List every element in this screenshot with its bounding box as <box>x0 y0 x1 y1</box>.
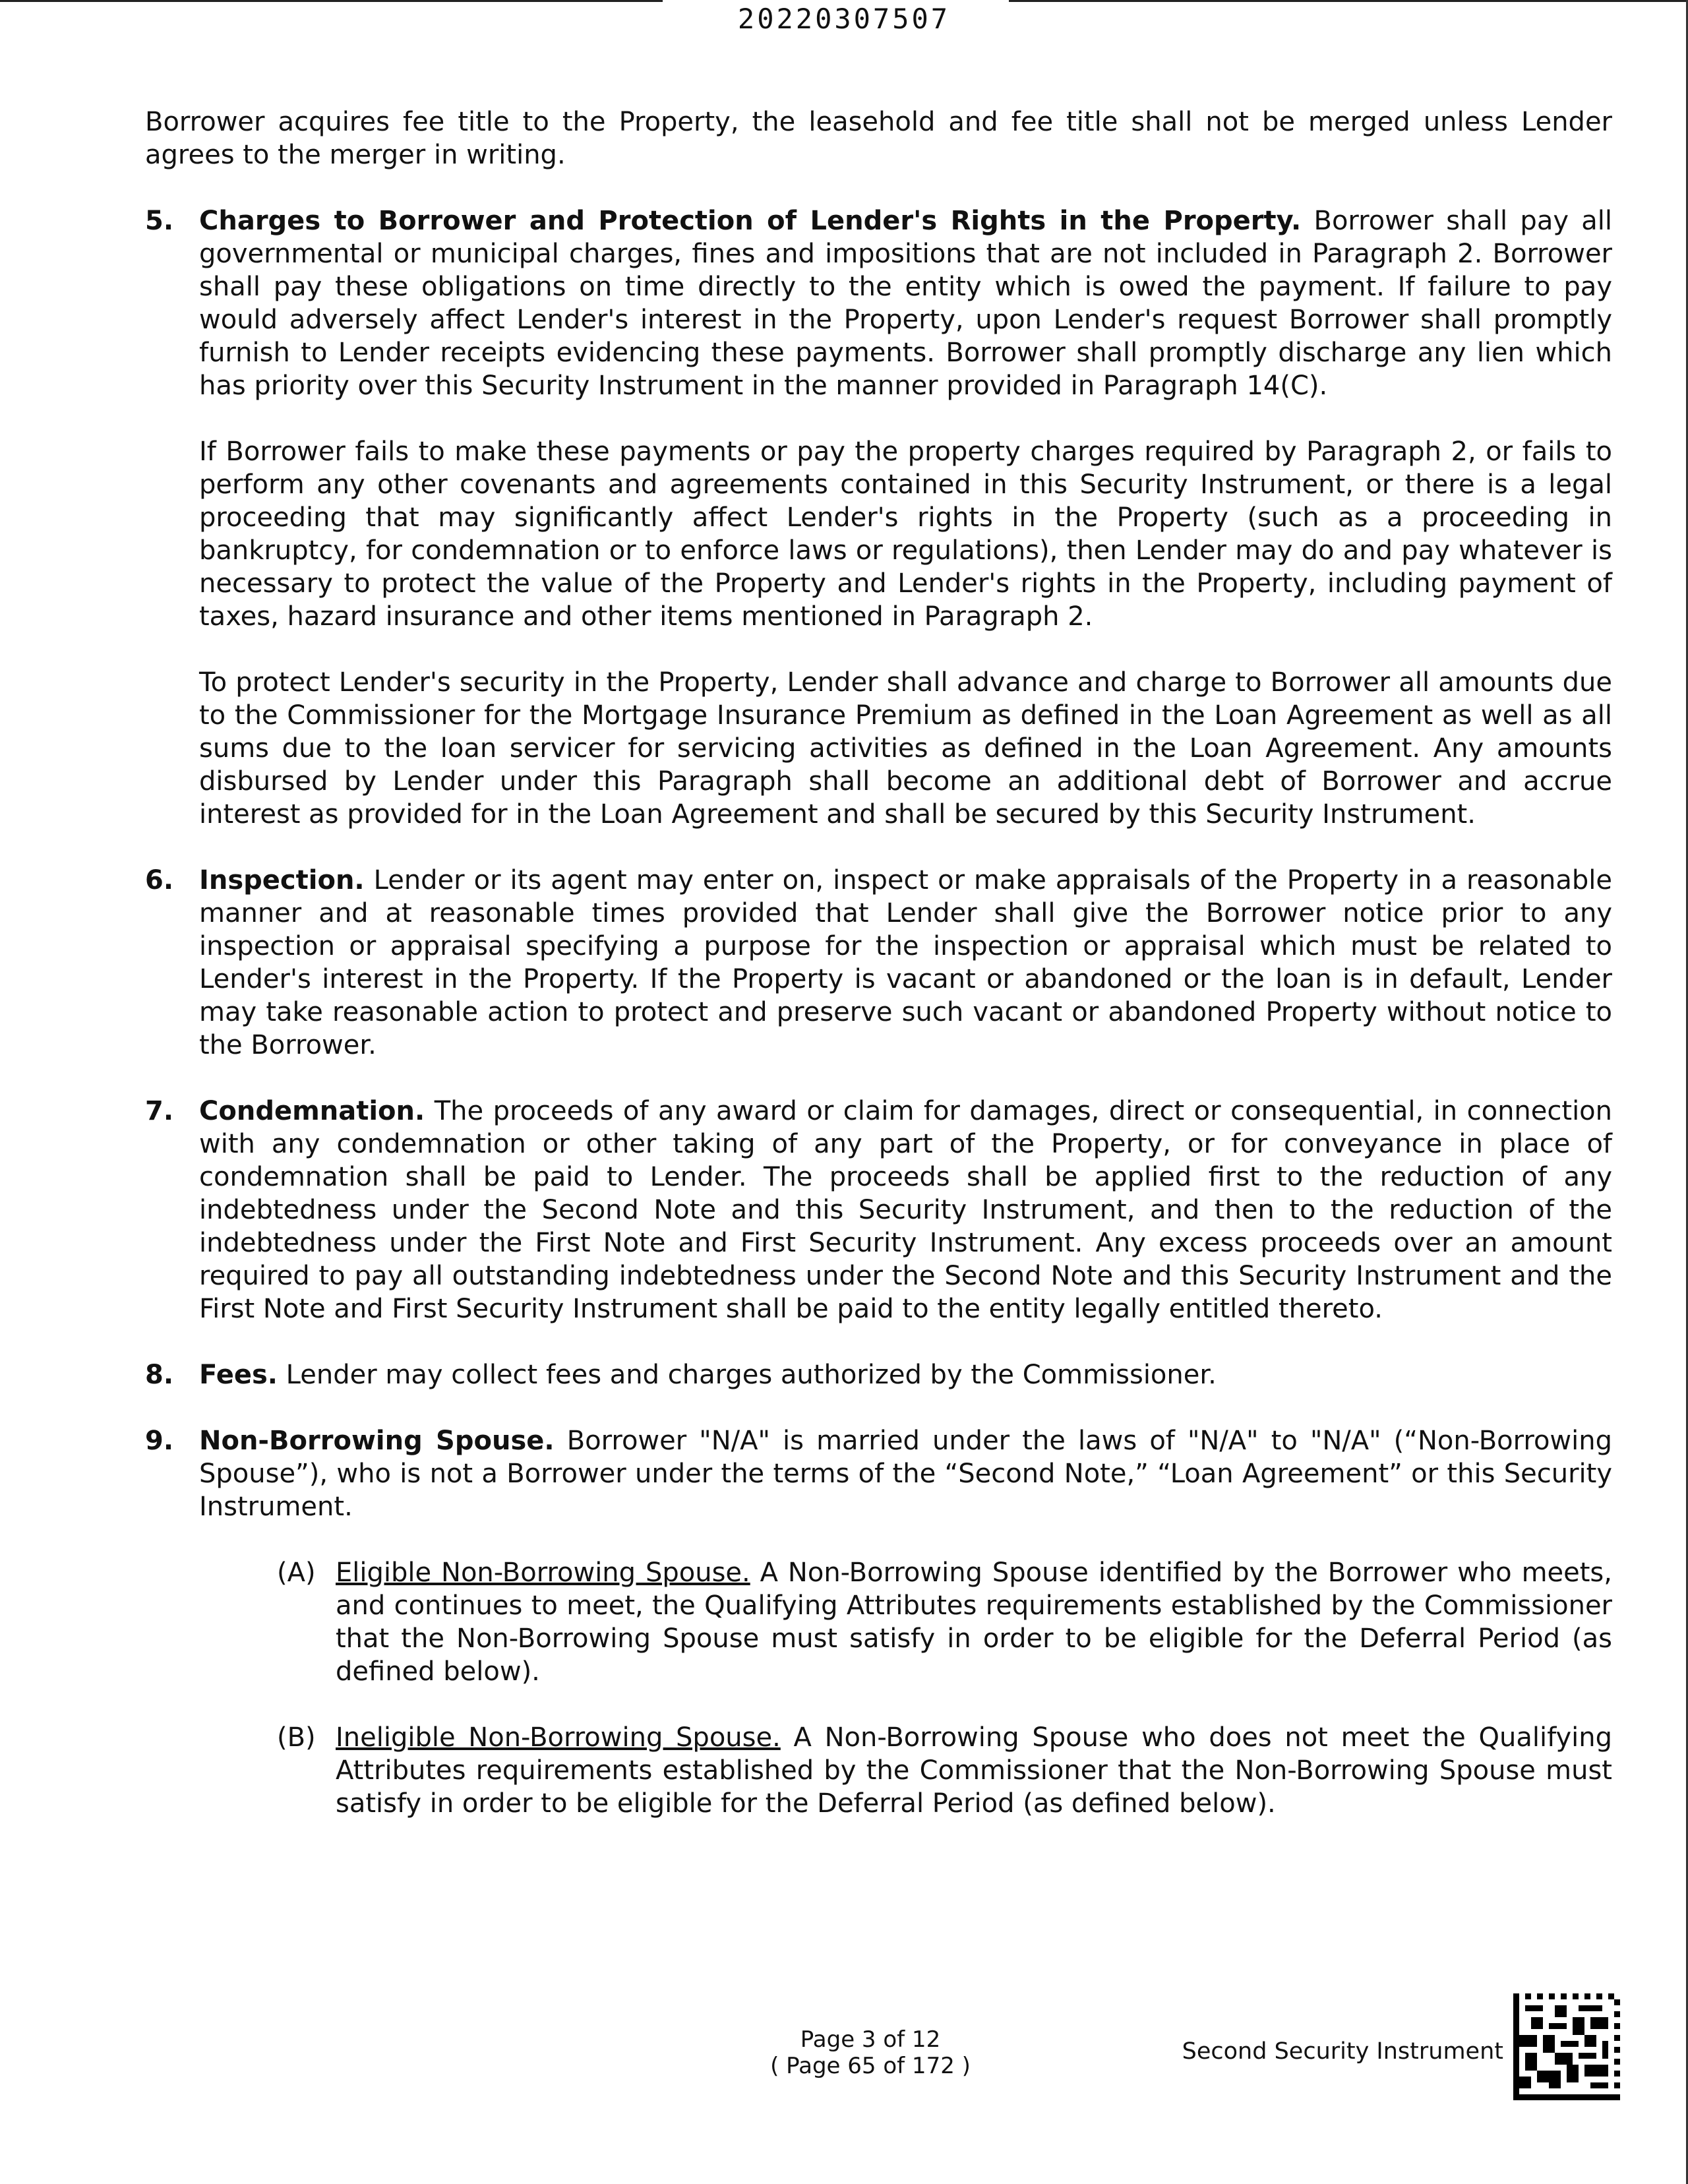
section-text: Lender may collect fees and charges authorized by the Commissioner. <box>277 1360 1217 1390</box>
section-number: 7. <box>145 1096 174 1126</box>
subsection-title: Ineligible Non-Borrowing Spouse. <box>336 1722 781 1753</box>
subsection-paragraph <box>336 1556 1612 1688</box>
top-rule-right <box>1009 0 1688 2</box>
footer-document-title: Second Security Instrument <box>1182 2038 1503 2065</box>
subsection-text: A Non-Borrowing Spouse identified by the Borrower who meets, and continues to meet, the Qualifying Attributes requirements established by the Commissioner that the Non-Borrowing Spouse must satisfy in order to be eligible for the Deferral Period (as defined below). <box>336 1558 1612 1687</box>
section-number: 9. <box>145 1426 174 1456</box>
section-paragraph <box>199 204 1612 402</box>
section-7 <box>145 1095 1612 1325</box>
section-text: Borrower "N/A" is married under the laws of "N/A" to "N/A" (“Non-Borrowing Spouse”), who is not a Borrower under the terms of the “Second Note,” “Loan Agreement” or this Security Instrument. <box>199 1426 1613 1522</box>
section-5 <box>145 204 1612 831</box>
section-number: 8. <box>145 1360 174 1390</box>
subsection-label: (B) <box>277 1722 316 1753</box>
page-number <box>738 2026 1002 2079</box>
section-heading: Charges to Borrower and Protection of Lender's Rights in the Property. <box>199 206 1302 236</box>
subsection-b <box>199 1721 1612 1820</box>
section-heading: Fees. <box>199 1360 278 1390</box>
section-8 <box>145 1358 1612 1391</box>
section-text: Lender or its agent may enter on, inspect or make appraisals of the Property in a reasonable manner and at reasonable times provided that Lender shall give the Borrower notice prior to any inspection or appraisal specifying a purpose for the inspection or appraisal which must be related to Lender's interest in the Property. If the Property is vacant or abandoned or the loan is in default, Lender may take reasonable action to protect and preserve such vacant or abandoned Property without notice to the Borrower. <box>199 865 1612 1060</box>
subsection-a <box>199 1556 1612 1688</box>
document-number: 20220307507 <box>737 3 951 35</box>
document-body <box>145 106 1612 1853</box>
section-heading: Inspection. <box>199 865 365 895</box>
section-paragraph-2: If Borrower fails to make these payments or pay the property charges required by Paragraph 2, or fails to perform any other covenants and agreements contained in this Security Instrument, or there is a legal proceeding that may significantly affect Lender's rights in the Property (such as a proceeding in bankruptcy, for condemnation or to enforce laws or regulations), then Lender may do and pay whatever is necessary to protect the value of the Property and Lender's rights in the Property, including payment of taxes, hazard insurance and other items mentioned in Paragraph 2. <box>199 437 1612 632</box>
section-number: 6. <box>145 865 174 895</box>
section-paragraph-3: To protect Lender's security in the Property, Lender shall advance and charge to Borrower all amounts due to the Commissioner for the Mortgage Insurance Premium as defined in the Loan Agreement as well as all sums due to the loan servicer for servicing activities as defined in the Loan Agreement. Any amounts disbursed by Lender under this Paragraph shall become an additional debt of Borrower and accrue interest as provided for in the Loan Agreement and shall be secured by this Security Instrument. <box>199 667 1612 830</box>
section-heading: Non-Borrowing Spouse. <box>199 1426 555 1456</box>
section-paragraph <box>199 1424 1612 1523</box>
section-text: The proceeds of any award or claim for damages, direct or consequential, in connection with any condemnation or other taking of any part of the Property, or for conveyance in place of condemnation shall be paid to Lender. The proceeds shall be applied first to the reduction of any indebtedness under the Second Note and this Security Instrument, and then to the reduction of the indebtedness under the First Note and First Security Instrument. Any excess proceeds over an amount required to pay all outstanding indebtedness under the Second Note and this Security Instrument and the First Note and First Security Instrument shall be paid to the entity legally entitled thereto. <box>199 1096 1612 1324</box>
page-of-total: ( Page 65 of 172 ) <box>770 2053 971 2079</box>
page-of-document: Page 3 of 12 <box>800 2026 941 2053</box>
section-paragraph <box>199 864 1612 1062</box>
section-6 <box>145 864 1612 1062</box>
datamatrix-barcode <box>1513 1993 1620 2100</box>
section-number: 5. <box>145 206 174 236</box>
subsection-title: Eligible Non-Borrowing Spouse. <box>336 1558 750 1588</box>
subsection-text: A Non-Borrowing Spouse who does not meet the Qualifying Attributes requirements established by the Commissioner that the Non-Borrowing Spouse must satisfy in order to be eligible for the Deferral Period (as defined below). <box>336 1722 1612 1819</box>
subsection-paragraph <box>336 1721 1612 1820</box>
section-heading: Condemnation. <box>199 1096 425 1126</box>
subsection-label: (A) <box>277 1558 316 1588</box>
section-paragraph <box>199 1095 1612 1325</box>
section-9 <box>145 1424 1612 1820</box>
intro-paragraph: Borrower acquires fee title to the Property, the leasehold and fee title shall not be merged unless Lender agrees to the merger in writing. <box>145 107 1612 170</box>
section-paragraph <box>199 1358 1612 1391</box>
top-rule-left <box>0 0 663 2</box>
section-text: Borrower shall pay all governmental or municipal charges, fines and impositions that are not included in Paragraph 2. Borrower shall pay these obligations on time directly to the entity which is owed the payment. If failure to pay would adversely affect Lender's interest in the Property, upon Lender's request Borrower shall promptly furnish to Lender receipts evidencing these payments. Borrower shall promptly discharge any lien which has priority over this Security Instrument in the manner provided in Paragraph 14(C). <box>199 206 1612 401</box>
